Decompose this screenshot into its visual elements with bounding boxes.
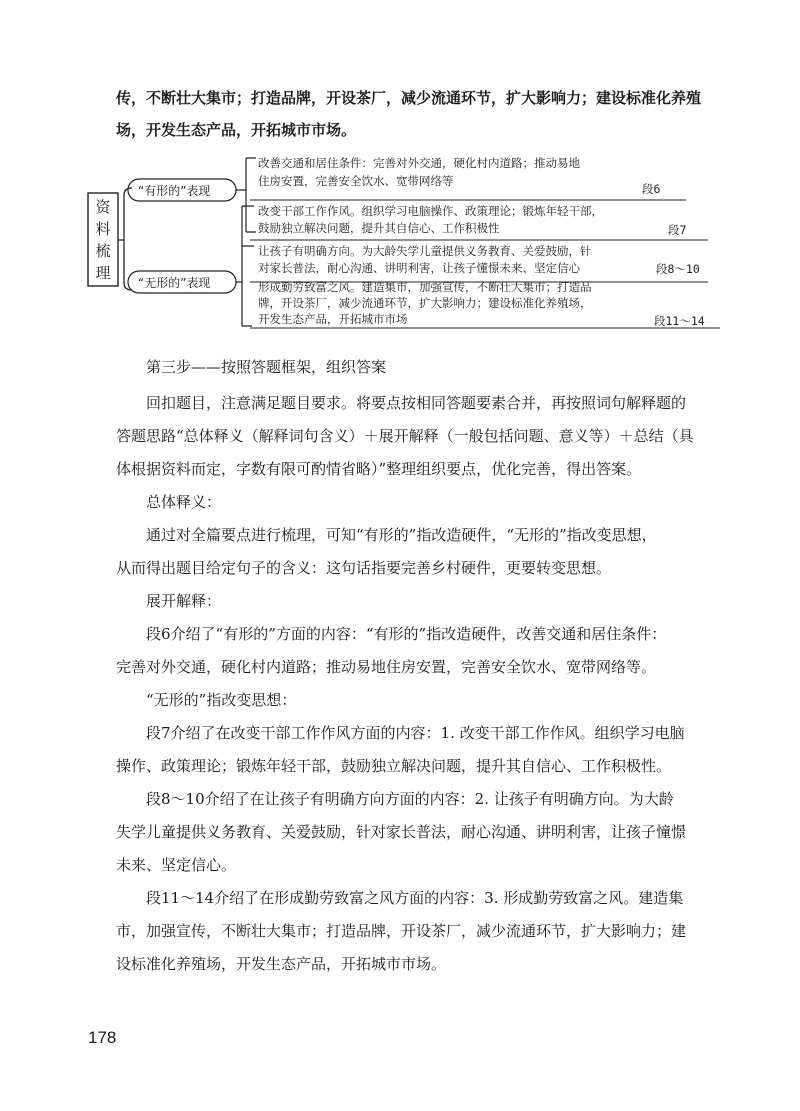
paragraph-line: 操作、政策理论；锻炼年轻干部，鼓励独立解决问题，提升其自信心、工作积极性。: [116, 757, 672, 775]
note-line: 住房安置，完善安全饮水、宽带网络等: [258, 174, 454, 188]
branch-tangible-label: “有形的”表现: [138, 184, 211, 198]
root-char: 梳: [95, 242, 111, 260]
note-line: 改善交通和居住条件：完善对外交通，硬化村内道路；推动易地: [258, 156, 580, 170]
paragraph-line: 通过对全篇要点进行梳理，可知“有形的”指改造硬件，“无形的”指改变思想，: [146, 526, 657, 544]
note-ref: 段8～10: [656, 262, 700, 276]
paragraph-line: 总体释义：: [146, 493, 222, 511]
intro-line-2: 场，开发生态产品，开拓城市市场。: [116, 121, 357, 139]
note-line: 开发生态产品，开拓城市市场: [258, 312, 408, 326]
note-line: 鼓励独立解决问题，提升其自信心、工作积极性: [258, 221, 500, 235]
root-char: 资: [95, 198, 111, 216]
page-number: 178: [88, 1028, 117, 1047]
paragraph-line: 段6介绍了“有形的”方面的内容：“有形的”指改造硬件，改善交通和居住条件：: [146, 625, 667, 643]
paragraph-line: “无形的”指改变思想：: [146, 691, 297, 709]
paragraph-line: 段7介绍了在改变干部工作作风方面的内容：1. 改变干部工作作风。组织学习电脑: [146, 724, 685, 742]
paragraph-line: 市，加强宣传，不断壮大集市；打造品牌，开设茶厂，减少流通环节，扩大影响力；建: [116, 922, 687, 940]
bracket-intangible: [236, 206, 254, 326]
note-line: 让孩子有明确方向。为大龄失学儿童提供义务教育、关爱鼓励，针: [258, 244, 592, 258]
root-char: 理: [95, 264, 111, 282]
note-ref: 段6: [642, 182, 661, 196]
paragraph-line: 设标准化养殖场，开发生态产品，开拓城市市场。: [116, 955, 447, 973]
paragraph-line: 未来、坚定信心。: [116, 856, 237, 874]
note-line: 牌，开设茶厂，减少流通环节，扩大影响力；建设标准化养殖场，: [258, 296, 592, 310]
note-line: 形成勤劳致富之风。建造集市，加强宣传，不断壮大集市；打造品: [258, 280, 592, 294]
note-ref: 段7: [668, 223, 687, 237]
note-line: 对家长普法，耐心沟通、讲明利害，让孩子懂憬未来、坚定信心: [258, 261, 580, 275]
paragraph-line: 回扣题目，注意满足题目要求。将要点按相同答题要素合并，再按照词句解释题的: [146, 394, 687, 412]
note-line: 改变干部工作作风。组织学习电脑操作、政策理论；锻炼年轻干部，: [258, 204, 603, 218]
root-char: 料: [95, 220, 111, 238]
bracket-tangible: [236, 158, 256, 232]
connector-root: [118, 188, 132, 290]
paragraph-line: 段8～10介绍了在让孩子有明确方向方面的内容：2. 让孩子有明确方向。为大龄: [146, 790, 674, 808]
root-label: [93, 196, 113, 284]
paragraph-line: 段11～14介绍了在形成勤劳致富之风方面的内容：3. 形成勤劳致富之风。建造集: [146, 889, 684, 907]
paragraph-line: 展开解释：: [146, 592, 222, 610]
intro-line-1: 传，不断壮大集市；打造品牌，开设茶厂，减少流通环节，扩大影响力；建设标准化养殖: [116, 89, 702, 107]
paragraph-line: 完善对外交通，硬化村内道路；推动易地住房安置，完善安全饮水、宽带网络等。: [116, 658, 657, 676]
step-heading: 第三步——按照答题框架，组织答案: [146, 358, 387, 376]
paragraph-line: 失学儿童提供义务教育、关爱鼓励，针对家长普法，耐心沟通、讲明利害，让孩子憧憬: [116, 823, 687, 841]
paragraph-line: 体根据资料而定，字数有限可酌情省略）”整理组织要点，优化完善，得出答案。: [116, 460, 642, 478]
branch-intangible-label: “无形的”表现: [138, 276, 211, 290]
paragraph-line: 答题思路“总体释义（解释词句含义）＋展开解释（一般包括问题、意义等）＋总结（具: [116, 427, 694, 445]
note-ref: 段11～14: [654, 314, 705, 328]
paragraph-line: 从而得出题目给定句子的含义：这句话指要完善乡村硬件，更要转变思想。: [116, 559, 612, 577]
